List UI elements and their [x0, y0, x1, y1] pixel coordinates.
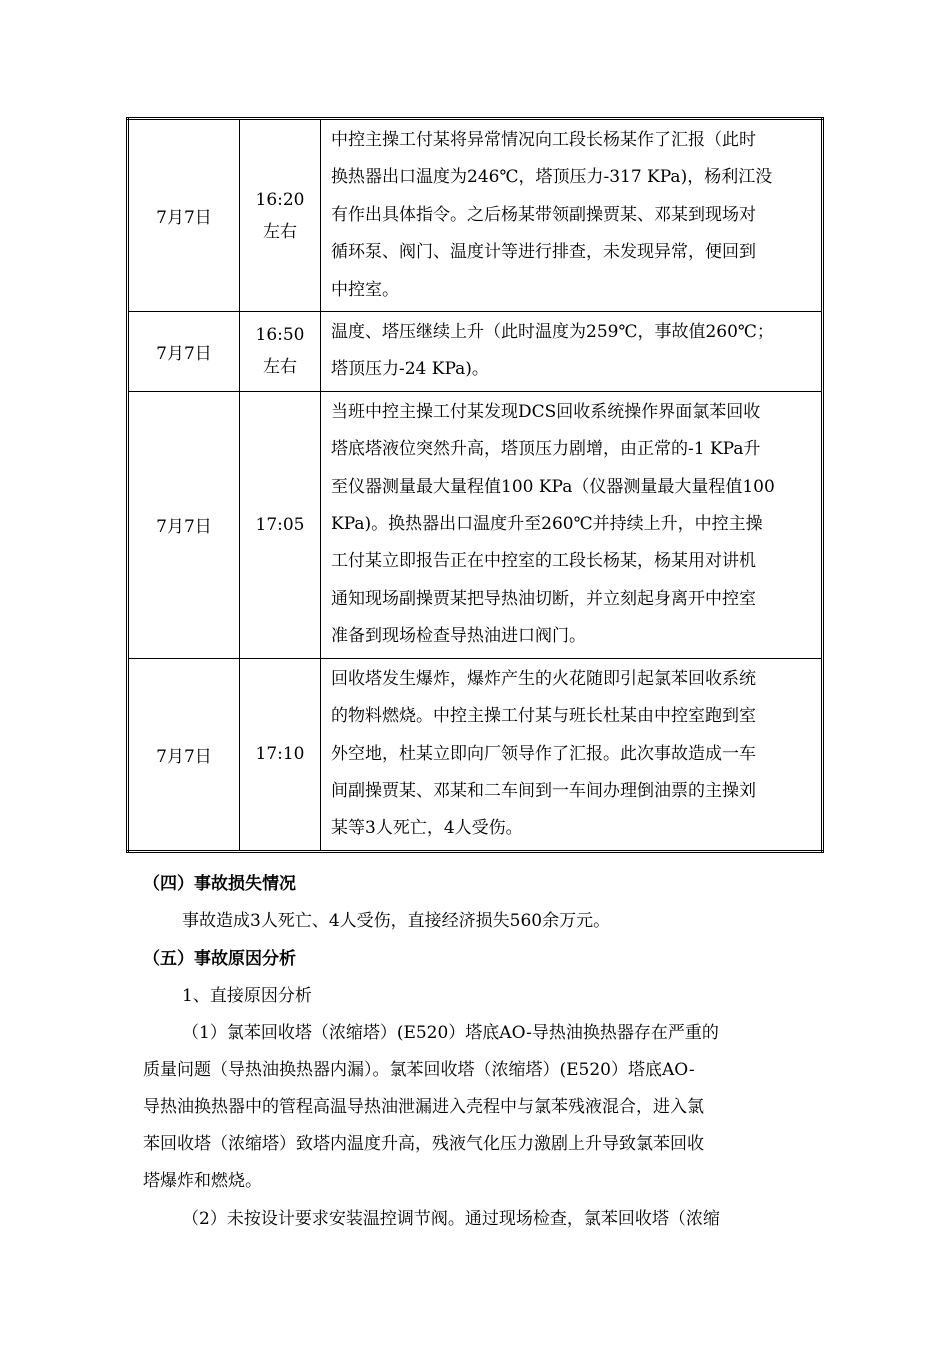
description-line: 当班中控主操工付某发现DCS回收系统操作界面氯苯回收 [331, 401, 761, 422]
table-row [128, 312, 823, 392]
subheading-direct-cause: 1、直接原因分析 [182, 986, 312, 1006]
description-line: 温度、塔压继续上升（此时温度为259℃，事故值260℃； [331, 322, 774, 343]
accident-timeline-table [126, 117, 824, 853]
description-line: 间副操贾某、邓某和二车间到一车间办理倒油票的主操刘 [331, 780, 756, 801]
time-cell [240, 658, 321, 851]
description-line: 的物料燃烧。中控主操工付某与班长杜某由中控室跑到室 [331, 706, 756, 727]
description-line: 至仪器测量最大量程值100 KPa（仪器测量最大量程值100 [331, 476, 775, 497]
cause-2-line: （2）未按设计要求安装温控调节阀。通过现场检查，氯苯回收塔（浓缩 [182, 1209, 720, 1229]
description-line: 准备到现场检查导热油进口阀门。 [331, 626, 586, 647]
date-cell: 7月7日 [128, 391, 240, 658]
time-text: 16:50 [255, 325, 305, 346]
table-row [128, 391, 823, 658]
section-heading-losses: （四）事故损失情况 [143, 874, 296, 894]
section-heading-causes: （五）事故原因分析 [143, 949, 296, 969]
date-cell: 7月7日 [128, 312, 240, 392]
description-line: 某等3人死亡，4人受伤。 [331, 818, 523, 839]
description-line: 外空地，杜某立即向厂领导作了汇报。此次事故造成一车 [331, 743, 756, 764]
description-cell [321, 312, 823, 392]
time-cell [240, 119, 321, 312]
description-line: 回收塔发生爆炸，爆炸产生的火花随即引起氯苯回收系统 [331, 668, 756, 689]
description-line: 有作出具体指令。之后杨某带领副操贾某、邓某到现场对 [331, 204, 756, 225]
description-line: 中控主操工付某将异常情况向工段长杨某作了汇报（此时 [331, 130, 756, 150]
date-cell: 7月7日 [128, 119, 240, 312]
cause-1-line: 导热油换热器中的管程高温导热油泄漏进入壳程中与氯苯残液混合，进入氯 [143, 1097, 704, 1117]
time-text: 左右 [263, 357, 297, 378]
time-text: 16:20 [255, 189, 305, 210]
cause-1-line: 质量问题（导热油换热器内漏）。氯苯回收塔（浓缩塔）(E520）塔底AO- [143, 1060, 695, 1080]
description-line: 塔底塔液位突然升高，塔顶压力剧增，由正常的-1 KPa升 [331, 439, 761, 460]
description-line: 工付某立即报告正在中控室的工段长杨某，杨某用对讲机 [331, 551, 756, 572]
table-row [128, 119, 823, 312]
description-line: 塔顶压力-24 KPa)。 [331, 359, 489, 380]
description-line: 换热器出口温度为246℃，塔顶压力-317 KPa)，杨利江没 [331, 167, 773, 188]
losses-paragraph: 事故造成3人死亡、4人受伤，直接经济损失560余万元。 [182, 911, 611, 931]
table-row [128, 658, 823, 851]
description-line: 循环泵、阀门、温度计等进行排查，未发现异常，便回到 [331, 242, 756, 263]
description-line: 通知现场副操贾某把导热油切断，并立刻起身离开中控室 [331, 588, 756, 609]
time-cell [240, 312, 321, 392]
description-cell [321, 119, 823, 312]
time-text: 左右 [263, 221, 297, 242]
time-text: 17:10 [255, 744, 305, 765]
description-cell [321, 658, 823, 851]
description-line: KPa)。换热器出口温度升至260℃并持续上升，中控主操 [331, 514, 763, 535]
time-cell [240, 391, 321, 658]
description-line: 中控室。 [331, 279, 399, 300]
cause-1-line: （1）氯苯回收塔（浓缩塔）(E520）塔底AO-导热油换热器存在严重的 [182, 1023, 719, 1043]
cause-1-line: 塔爆炸和燃烧。 [143, 1171, 262, 1191]
date-cell: 7月7日 [128, 658, 240, 851]
cause-1-line: 苯回收塔（浓缩塔）致塔内温度升高，残液气化压力激剧上升导致氯苯回收 [143, 1134, 704, 1154]
time-text: 17:05 [255, 514, 305, 535]
description-cell [321, 391, 823, 658]
